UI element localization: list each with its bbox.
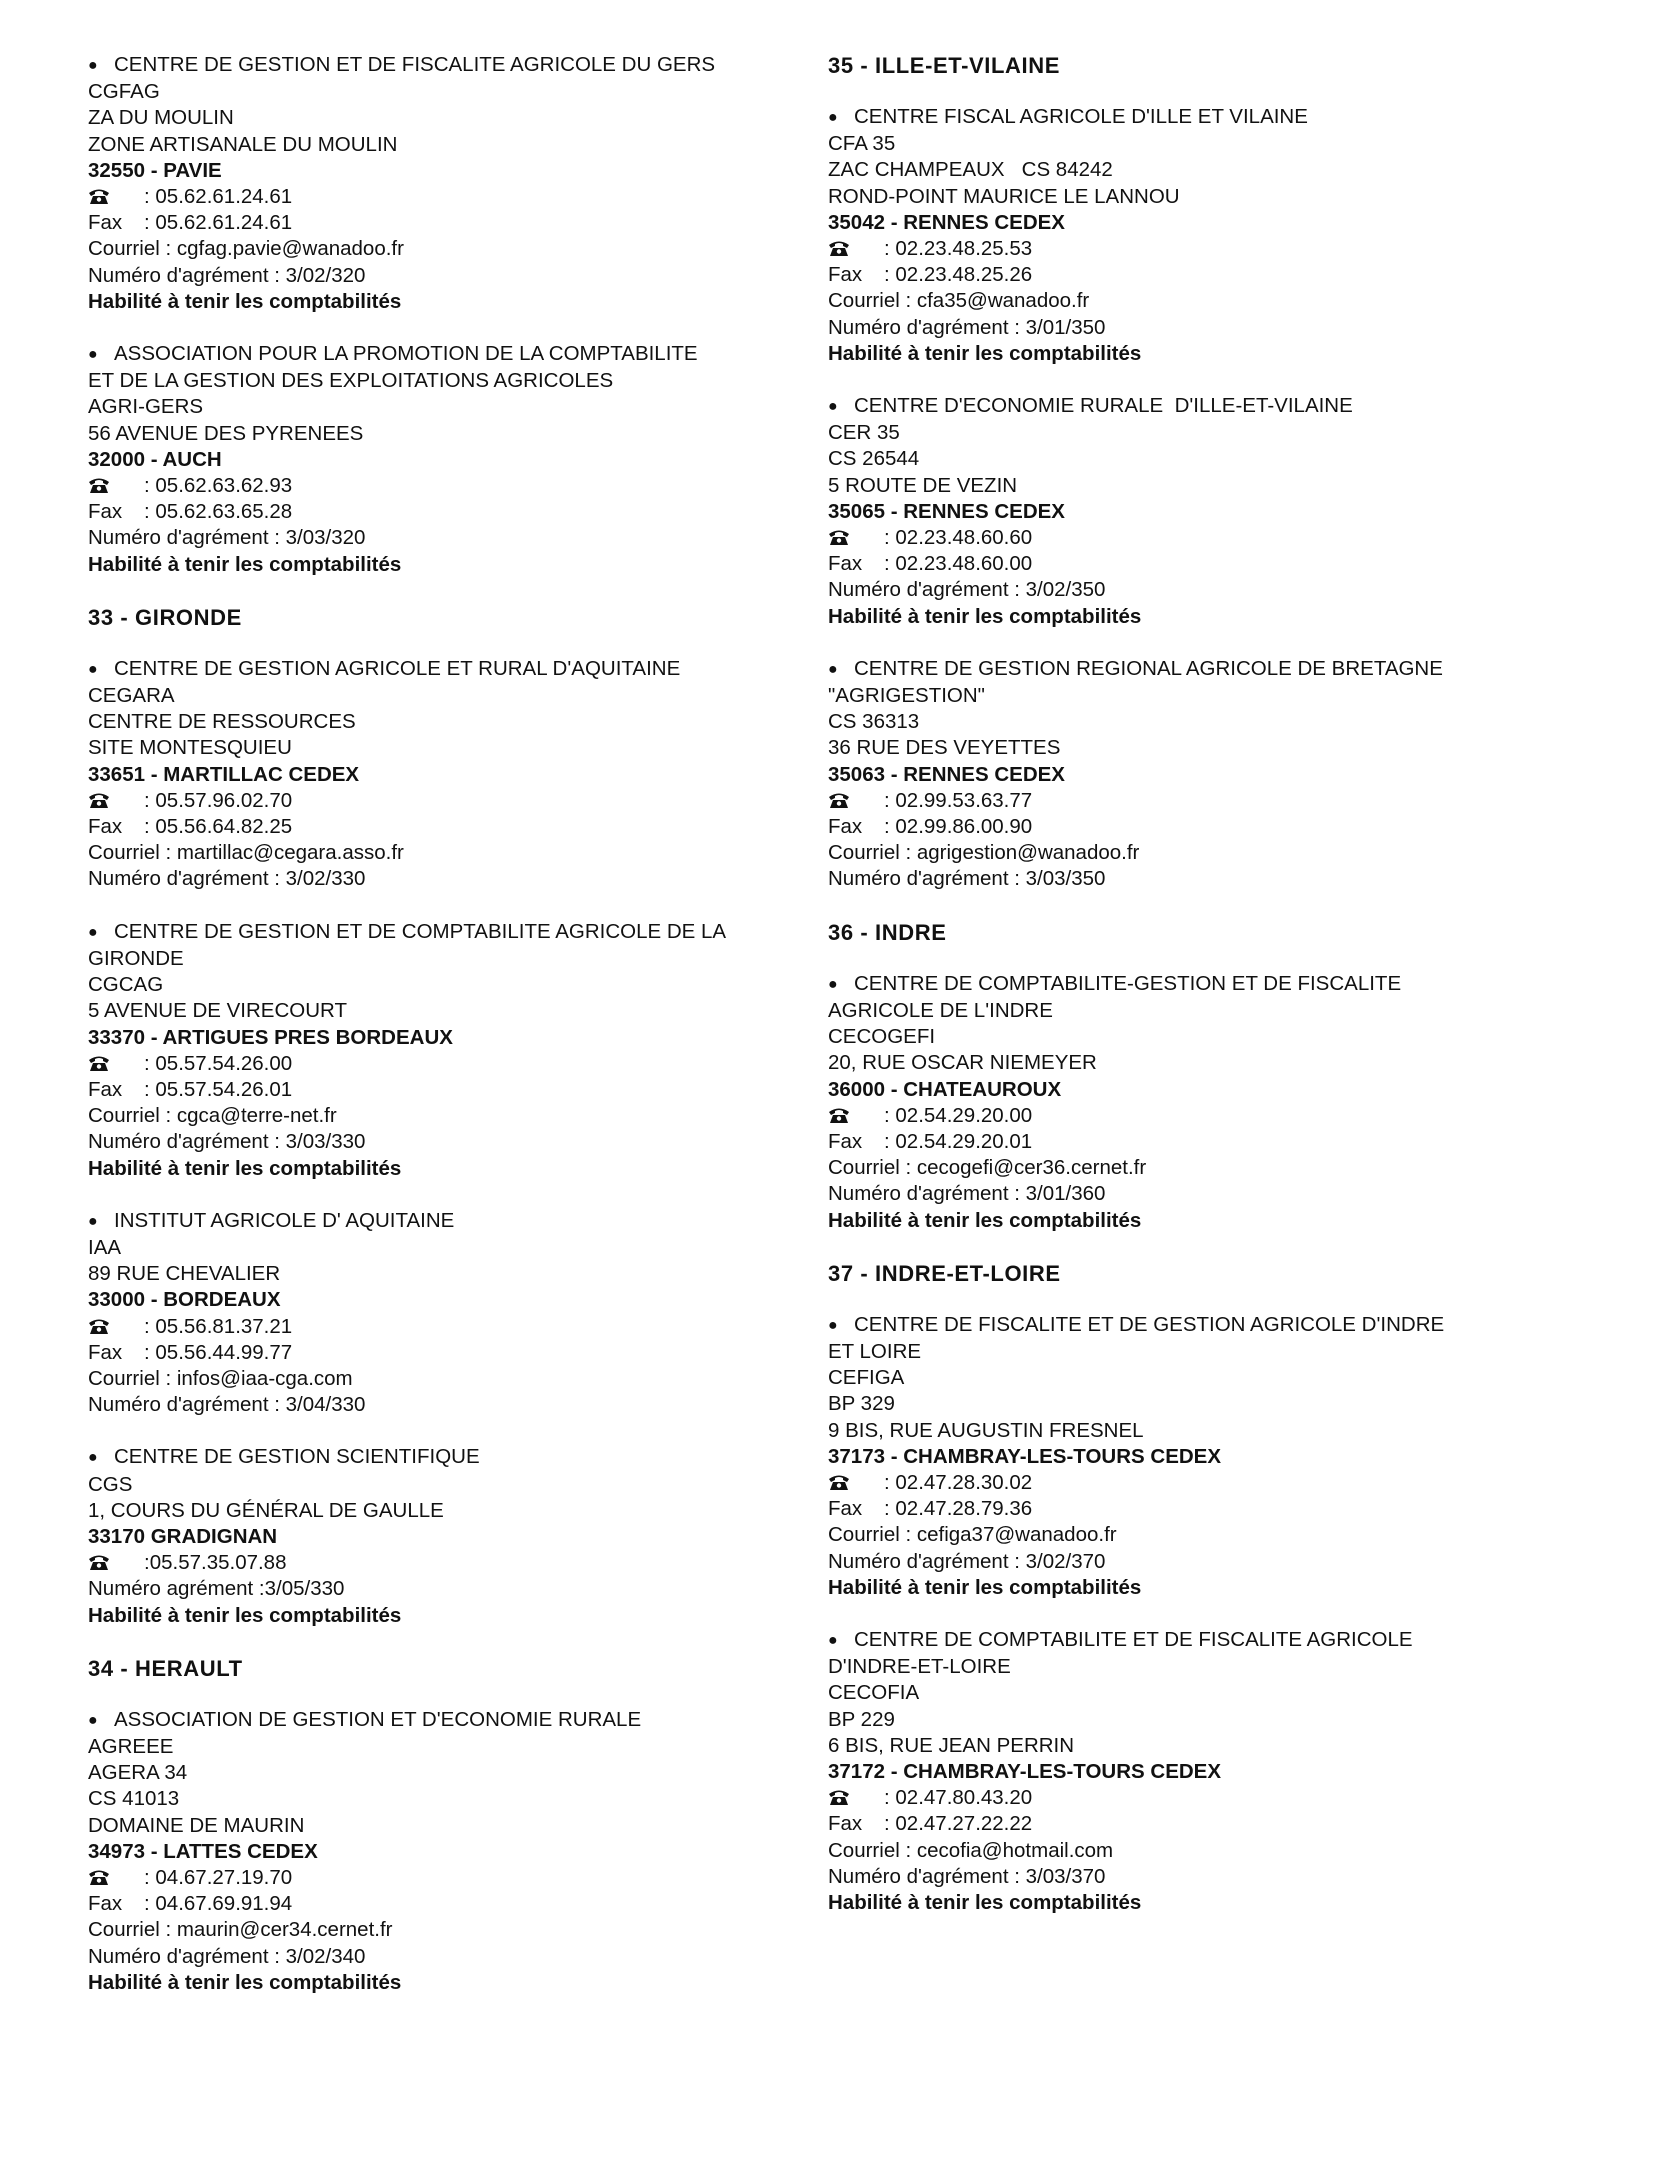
agrement-number: Numéro d'agrément : 3/03/370 bbox=[828, 1864, 1106, 1888]
organization-name bbox=[88, 341, 778, 368]
organization-name bbox=[828, 393, 1518, 420]
bullet-icon: ● bbox=[88, 346, 98, 364]
organization-name-text: D'INDRE-ET-LOIRE bbox=[828, 1655, 1011, 1679]
habilitation-note: Habilité à tenir les comptabilités bbox=[88, 1970, 402, 1994]
organization-name bbox=[828, 1339, 1518, 1365]
telephone-line bbox=[88, 184, 778, 210]
telephone-label bbox=[88, 788, 144, 814]
fax-number: : 05.56.64.82.25 bbox=[144, 815, 293, 839]
telephone-label bbox=[828, 1103, 884, 1129]
fax-number: : 05.56.44.99.77 bbox=[144, 1340, 293, 1364]
postal-city: 36000 - CHATEAUROUX bbox=[828, 1077, 1062, 1101]
postal-city: 33000 - BORDEAUX bbox=[88, 1288, 281, 1312]
address-line: 1, COURS DU GÉNÉRAL DE GAULLE bbox=[88, 1498, 444, 1522]
address-line: CGCAG bbox=[88, 973, 164, 997]
bullet-icon: ● bbox=[88, 1449, 98, 1467]
telephone-label bbox=[828, 525, 884, 551]
fax-line bbox=[88, 1891, 778, 1917]
organization-name-text: CENTRE D'ECONOMIE RURALE D'ILLE-ET-VILAINE bbox=[854, 394, 1353, 418]
address-line: 5 ROUTE DE VEZIN bbox=[828, 473, 1018, 497]
telephone-number: : 05.57.54.26.00 bbox=[144, 1051, 293, 1075]
organization-name-text: ASSOCIATION POUR LA PROMOTION DE LA COMPTABILITE bbox=[114, 342, 698, 366]
fax-label: Fax bbox=[828, 1812, 863, 1836]
address-line: 20, RUE OSCAR NIEMEYER bbox=[828, 1051, 1097, 1075]
bullet-icon: ● bbox=[88, 57, 98, 74]
telephone-number: :05.57.35.07.88 bbox=[144, 1551, 287, 1575]
habilitation-note: Habilité à tenir les comptabilités bbox=[88, 1603, 402, 1627]
address-line: 56 AVENUE DES PYRENEES bbox=[88, 421, 364, 445]
fax-line bbox=[828, 1811, 1518, 1837]
address-line: ZA DU MOULIN bbox=[88, 106, 234, 130]
postal-city: 32550 - PAVIE bbox=[88, 158, 222, 182]
fax-line bbox=[828, 551, 1518, 577]
organization-name-text: AGRICOLE DE L'INDRE bbox=[828, 998, 1053, 1022]
directory-entry bbox=[88, 656, 778, 893]
fax-number: : 02.54.29.20.01 bbox=[884, 1129, 1033, 1153]
address-line: BP 329 bbox=[828, 1392, 895, 1416]
directory-entry bbox=[88, 919, 778, 1182]
fax-line bbox=[828, 1496, 1518, 1522]
address-line: "AGRIGESTION" bbox=[828, 684, 985, 708]
postal-city: 34973 - LATTES CEDEX bbox=[88, 1839, 318, 1863]
bullet-icon: ● bbox=[828, 109, 838, 126]
address-line: 36 RUE DES VEYETTES bbox=[828, 736, 1061, 760]
address-line: 89 RUE CHEVALIER bbox=[88, 1262, 281, 1286]
agrement-number: Numéro d'agrément : 3/03/330 bbox=[88, 1130, 366, 1154]
fax-line bbox=[88, 210, 778, 236]
habilitation-note: Habilité à tenir les comptabilités bbox=[88, 1156, 402, 1180]
agrement-number: Numéro d'agrément : 3/02/330 bbox=[88, 867, 366, 891]
organization-name bbox=[828, 656, 1518, 683]
directory-entry bbox=[828, 393, 1518, 630]
fax-number: : 05.62.61.24.61 bbox=[144, 211, 293, 235]
telephone-line bbox=[828, 1470, 1518, 1496]
organization-name bbox=[88, 946, 778, 972]
address-line: CECOGEFI bbox=[828, 1025, 936, 1049]
organization-name bbox=[88, 919, 778, 946]
bullet-icon: ● bbox=[828, 398, 838, 416]
organization-name bbox=[828, 998, 1518, 1024]
fax-line bbox=[88, 1077, 778, 1103]
habilitation-note: Habilité à tenir les comptabilités bbox=[828, 1575, 1142, 1599]
directory-entry bbox=[88, 341, 778, 578]
directory-entry bbox=[828, 656, 1518, 893]
department-heading: 34 - HERAULT bbox=[88, 1655, 243, 1681]
telephone-icon bbox=[828, 1105, 852, 1123]
address-line: ROND-POINT MAURICE LE LANNOU bbox=[828, 184, 1180, 208]
telephone-icon bbox=[88, 1867, 112, 1885]
bullet-icon: ● bbox=[88, 660, 98, 678]
organization-name bbox=[828, 104, 1518, 131]
fax-number: : 02.23.48.25.26 bbox=[884, 263, 1033, 287]
telephone-line bbox=[88, 1051, 778, 1077]
telephone-icon bbox=[828, 1472, 852, 1490]
telephone-line bbox=[828, 525, 1518, 551]
organization-name bbox=[88, 368, 778, 394]
address-line: CENTRE DE RESSOURCES bbox=[88, 710, 356, 734]
email-line: Courriel : martillac@cegara.asso.fr bbox=[88, 841, 404, 865]
organization-name-text: ET DE LA GESTION DES EXPLOITATIONS AGRICOLES bbox=[88, 369, 614, 393]
agrement-number: Numéro d'agrément : 3/02/340 bbox=[88, 1944, 366, 1968]
telephone-number: : 05.56.81.37.21 bbox=[144, 1314, 293, 1338]
department-heading: 36 - INDRE bbox=[828, 919, 947, 945]
postal-city: 33170 GRADIGNAN bbox=[88, 1524, 278, 1548]
fax-label: Fax bbox=[828, 263, 863, 287]
telephone-line bbox=[828, 1785, 1518, 1811]
fax-line bbox=[828, 262, 1518, 288]
habilitation-note: Habilité à tenir les comptabilités bbox=[828, 1890, 1142, 1914]
organization-name bbox=[88, 52, 778, 79]
postal-city: 35063 - RENNES CEDEX bbox=[828, 762, 1065, 786]
habilitation-note: Habilité à tenir les comptabilités bbox=[88, 552, 402, 576]
email-line: Courriel : cgca@terre-net.fr bbox=[88, 1104, 337, 1128]
address-line: CECOFIA bbox=[828, 1681, 920, 1705]
telephone-label bbox=[828, 1785, 884, 1811]
fax-line bbox=[88, 814, 778, 840]
email-line: Courriel : cfa35@wanadoo.fr bbox=[828, 289, 1090, 313]
address-line: BP 229 bbox=[828, 1707, 895, 1731]
organization-name-text: CENTRE DE GESTION SCIENTIFIQUE bbox=[114, 1445, 480, 1469]
habilitation-note: Habilité à tenir les comptabilités bbox=[828, 1208, 1142, 1232]
address-line: DOMAINE DE MAURIN bbox=[88, 1813, 305, 1837]
email-line: Courriel : infos@iaa-cga.com bbox=[88, 1366, 353, 1390]
telephone-icon bbox=[828, 238, 852, 256]
agrement-number: Numéro agrément :3/05/330 bbox=[88, 1577, 345, 1601]
organization-name bbox=[828, 971, 1518, 998]
organization-name-text: CENTRE DE GESTION REGIONAL AGRICOLE DE BRETAGNE bbox=[854, 656, 1443, 680]
agrement-number: Numéro d'agrément : 3/04/330 bbox=[88, 1393, 366, 1417]
address-line: AGRI-GERS bbox=[88, 395, 204, 419]
agrement-number: Numéro d'agrément : 3/03/350 bbox=[828, 867, 1106, 891]
organization-name-text: CENTRE DE GESTION AGRICOLE ET RURAL D'AQUITAINE bbox=[114, 656, 681, 680]
telephone-number: : 05.62.61.24.61 bbox=[144, 185, 293, 209]
bullet-icon: ● bbox=[828, 1631, 838, 1649]
organization-name bbox=[88, 1208, 778, 1235]
address-line: 9 BIS, RUE AUGUSTIN FRESNEL bbox=[828, 1418, 1144, 1442]
organization-name-text: ASSOCIATION DE GESTION ET D'ECONOMIE RURALE bbox=[114, 1707, 642, 1731]
organization-name-text: CENTRE FISCAL AGRICOLE D'ILLE ET VILAINE bbox=[854, 105, 1308, 128]
telephone-icon bbox=[88, 475, 112, 493]
email-line: Courriel : agrigestion@wanadoo.fr bbox=[828, 841, 1140, 865]
directory-entry bbox=[828, 1312, 1518, 1601]
fax-number: : 04.67.69.91.94 bbox=[144, 1892, 293, 1916]
fax-label: Fax bbox=[828, 1497, 863, 1521]
directory-entry bbox=[828, 971, 1518, 1234]
email-line: Courriel : cgfag.pavie@wanadoo.fr bbox=[88, 237, 404, 261]
address-line: AGERA 34 bbox=[88, 1761, 188, 1785]
address-line: IAA bbox=[88, 1235, 122, 1259]
telephone-label bbox=[88, 184, 144, 210]
bullet-icon: ● bbox=[88, 1711, 98, 1729]
fax-label: Fax bbox=[88, 1892, 123, 1916]
agrement-number: Numéro d'agrément : 3/02/370 bbox=[828, 1549, 1106, 1573]
habilitation-note: Habilité à tenir les comptabilités bbox=[828, 341, 1142, 365]
telephone-icon bbox=[88, 1552, 112, 1570]
fax-number: : 02.47.27.22.22 bbox=[884, 1812, 1033, 1836]
bullet-icon: ● bbox=[88, 923, 98, 941]
organization-name bbox=[828, 1654, 1518, 1680]
bullet-icon: ● bbox=[88, 1212, 98, 1230]
telephone-number: : 02.47.80.43.20 bbox=[884, 1786, 1033, 1810]
agrement-number: Numéro d'agrément : 3/01/350 bbox=[828, 315, 1106, 339]
directory-entry bbox=[88, 1444, 778, 1628]
address-line: 5 AVENUE DE VIRECOURT bbox=[88, 999, 347, 1023]
address-line: CGS bbox=[88, 1472, 133, 1496]
address-line: CGFAG bbox=[88, 80, 160, 104]
address-line: CEFIGA bbox=[828, 1366, 905, 1390]
telephone-label bbox=[88, 473, 144, 499]
fax-label: Fax bbox=[88, 815, 123, 839]
email-line: Courriel : cefiga37@wanadoo.fr bbox=[828, 1523, 1117, 1547]
organization-name-text: CENTRE DE COMPTABILITE ET DE FISCALITE AGRICOLE bbox=[854, 1627, 1413, 1651]
postal-city: 35065 - RENNES CEDEX bbox=[828, 499, 1065, 523]
address-line: ZONE ARTISANALE DU MOULIN bbox=[88, 132, 398, 156]
email-line: Courriel : maurin@cer34.cernet.fr bbox=[88, 1918, 393, 1942]
telephone-label bbox=[828, 1470, 884, 1496]
postal-city: 35042 - RENNES CEDEX bbox=[828, 210, 1065, 234]
organization-name-text: GIRONDE bbox=[88, 946, 184, 970]
organization-name-text: INSTITUT AGRICOLE D' AQUITAINE bbox=[114, 1208, 455, 1232]
telephone-number: : 02.23.48.60.60 bbox=[884, 526, 1033, 550]
telephone-icon bbox=[828, 527, 852, 545]
organization-name-text: CENTRE DE COMPTABILITE-GESTION ET DE FISCALITE bbox=[854, 971, 1402, 995]
telephone-line bbox=[828, 1103, 1518, 1129]
fax-line bbox=[828, 1129, 1518, 1155]
fax-number: : 02.99.86.00.90 bbox=[884, 815, 1033, 839]
agrement-number: Numéro d'agrément : 3/03/320 bbox=[88, 526, 366, 550]
fax-label: Fax bbox=[88, 1077, 123, 1101]
fax-line bbox=[828, 814, 1518, 840]
agrement-number: Numéro d'agrément : 3/02/350 bbox=[828, 578, 1106, 602]
postal-city: 37172 - CHAMBRAY-LES-TOURS CEDEX bbox=[828, 1759, 1222, 1783]
fax-label: Fax bbox=[88, 211, 123, 235]
telephone-label bbox=[88, 1550, 144, 1576]
department-heading: 35 - ILLE-ET-VILAINE bbox=[828, 53, 1061, 78]
organization-name-text: CENTRE DE FISCALITE ET DE GESTION AGRICOLE D'INDRE bbox=[854, 1312, 1445, 1336]
telephone-line bbox=[88, 473, 778, 499]
address-line: CS 41013 bbox=[88, 1787, 180, 1811]
telephone-label bbox=[828, 788, 884, 814]
agrement-number: Numéro d'agrément : 3/01/360 bbox=[828, 1182, 1106, 1206]
habilitation-note: Habilité à tenir les comptabilités bbox=[828, 604, 1142, 628]
address-line: CFA 35 bbox=[828, 132, 896, 156]
directory-entry bbox=[88, 1208, 778, 1419]
fax-line bbox=[88, 1340, 778, 1366]
telephone-number: : 05.57.96.02.70 bbox=[144, 788, 293, 812]
fax-label: Fax bbox=[88, 1340, 123, 1364]
organization-name bbox=[828, 1627, 1518, 1654]
organization-name-text: CENTRE DE GESTION ET DE FISCALITE AGRICOLE DU GERS bbox=[114, 53, 716, 76]
bullet-icon: ● bbox=[828, 1316, 838, 1334]
directory-entry bbox=[828, 104, 1518, 367]
telephone-number: : 05.62.63.62.93 bbox=[144, 474, 293, 498]
telephone-line bbox=[88, 788, 778, 814]
address-line: SITE MONTESQUIEU bbox=[88, 736, 292, 760]
telephone-icon bbox=[88, 186, 112, 204]
email-line: Courriel : cecogefi@cer36.cernet.fr bbox=[828, 1156, 1147, 1180]
postal-city: 33370 - ARTIGUES PRES BORDEAUX bbox=[88, 1025, 453, 1049]
directory-entry bbox=[88, 52, 778, 315]
postal-city: 33651 - MARTILLAC CEDEX bbox=[88, 762, 360, 786]
address-line: ZAC CHAMPEAUX CS 84242 bbox=[828, 158, 1113, 182]
telephone-icon bbox=[828, 1787, 852, 1805]
postal-city: 32000 - AUCH bbox=[88, 447, 222, 471]
telephone-icon bbox=[88, 1053, 112, 1071]
fax-label: Fax bbox=[828, 552, 863, 576]
fax-number: : 05.62.63.65.28 bbox=[144, 500, 293, 524]
telephone-line bbox=[828, 236, 1518, 262]
fax-number: : 05.57.54.26.01 bbox=[144, 1077, 293, 1101]
telephone-icon bbox=[88, 790, 112, 808]
telephone-number: : 02.23.48.25.53 bbox=[884, 237, 1033, 261]
telephone-line bbox=[88, 1865, 778, 1891]
habilitation-note: Habilité à tenir les comptabilités bbox=[88, 289, 402, 313]
telephone-line bbox=[88, 1550, 778, 1576]
address-line: AGREEE bbox=[88, 1734, 174, 1758]
bullet-icon: ● bbox=[828, 975, 838, 993]
fax-label: Fax bbox=[88, 500, 123, 524]
telephone-label bbox=[828, 236, 884, 262]
address-line: CS 26544 bbox=[828, 447, 920, 471]
directory-entry bbox=[828, 1627, 1518, 1916]
fax-number: : 02.23.48.60.00 bbox=[884, 552, 1033, 576]
fax-number: : 02.47.28.79.36 bbox=[884, 1497, 1033, 1521]
address-line: CS 36313 bbox=[828, 710, 920, 734]
organization-name bbox=[88, 656, 778, 683]
telephone-number: : 02.99.53.63.77 bbox=[884, 788, 1033, 812]
telephone-number: : 02.54.29.20.00 bbox=[884, 1103, 1033, 1127]
telephone-line bbox=[828, 788, 1518, 814]
directory-entry bbox=[88, 1707, 778, 1996]
address-line: CER 35 bbox=[828, 421, 900, 445]
email-line: Courriel : cecofia@hotmail.com bbox=[828, 1838, 1114, 1862]
right-column bbox=[828, 52, 1518, 1942]
telephone-label bbox=[88, 1865, 144, 1891]
telephone-icon bbox=[828, 790, 852, 808]
organization-name bbox=[828, 1312, 1518, 1339]
organization-name bbox=[88, 1444, 778, 1471]
fax-label: Fax bbox=[828, 1129, 863, 1153]
telephone-label bbox=[88, 1051, 144, 1077]
department-heading: 33 - GIRONDE bbox=[88, 604, 242, 630]
telephone-number: : 02.47.28.30.02 bbox=[884, 1470, 1033, 1494]
organization-name-text: ET LOIRE bbox=[828, 1339, 922, 1363]
left-column bbox=[88, 52, 778, 2022]
fax-line bbox=[88, 499, 778, 525]
postal-city: 37173 - CHAMBRAY-LES-TOURS CEDEX bbox=[828, 1444, 1222, 1468]
address-line: 6 BIS, RUE JEAN PERRIN bbox=[828, 1733, 1075, 1757]
organization-name-text: CENTRE DE GESTION ET DE COMPTABILITE AGRICOLE DE LA bbox=[114, 919, 727, 943]
bullet-icon: ● bbox=[828, 660, 838, 678]
telephone-icon bbox=[88, 1316, 112, 1334]
telephone-label bbox=[88, 1314, 144, 1340]
organization-name bbox=[88, 1707, 778, 1734]
telephone-number: : 04.67.27.19.70 bbox=[144, 1865, 293, 1889]
telephone-line bbox=[88, 1314, 778, 1340]
agrement-number: Numéro d'agrément : 3/02/320 bbox=[88, 263, 366, 287]
address-line: CEGARA bbox=[88, 684, 175, 708]
fax-label: Fax bbox=[828, 815, 863, 839]
department-heading: 37 - INDRE-ET-LOIRE bbox=[828, 1260, 1061, 1286]
